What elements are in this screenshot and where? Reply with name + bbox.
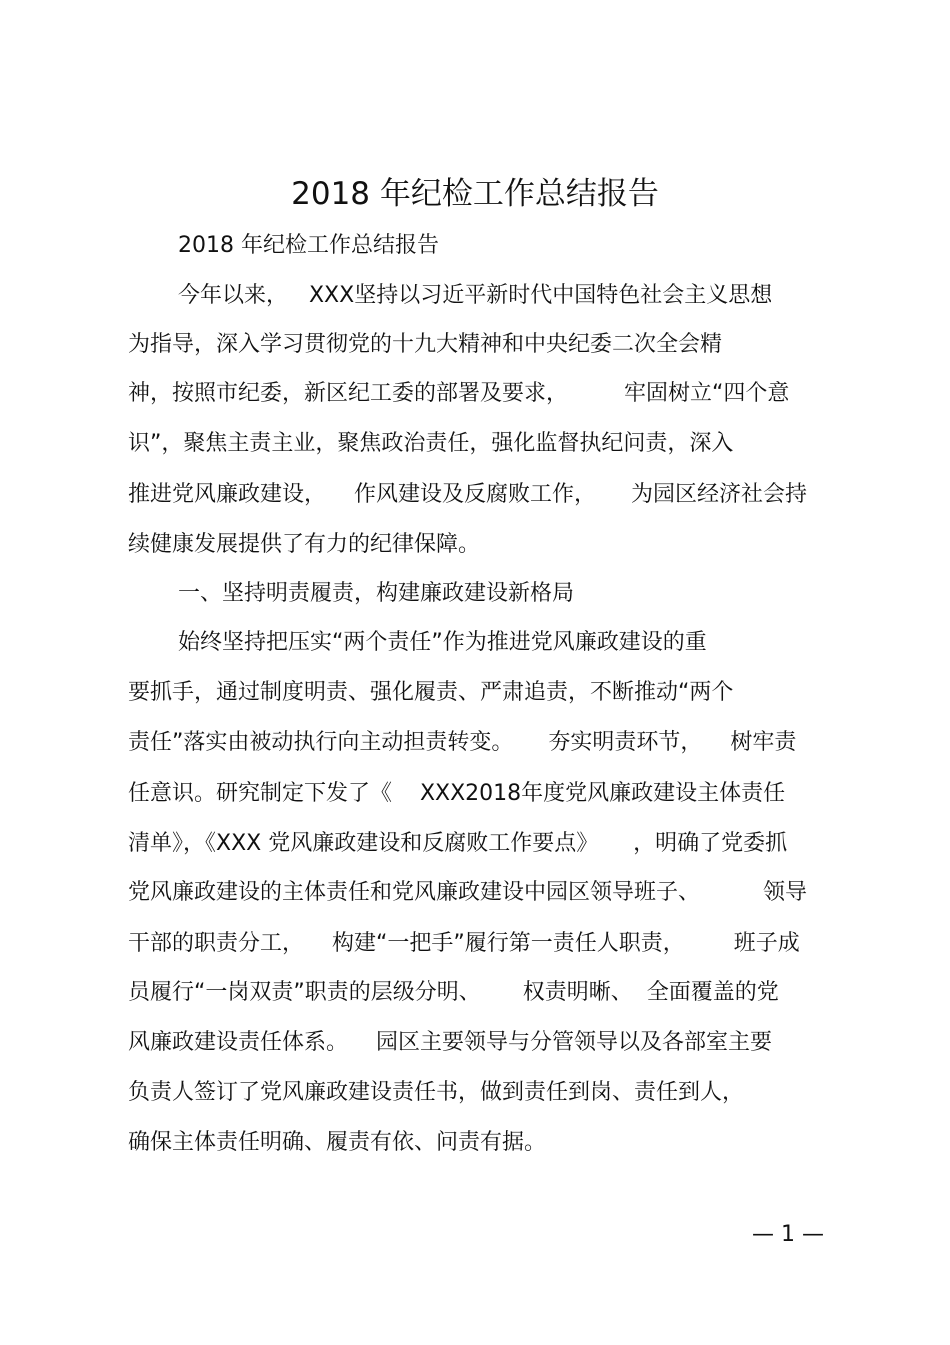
document-title: 2018 年纪检工作总结报告 [291,176,659,212]
paragraph-line: 任意识。研究制定下发了《 XXX2018年度党风廉政建设主体责任 [128,781,786,806]
paragraph-line: 推进党风廉政建设， 作风建设及反腐败工作， 为园区经济社会持 [128,482,807,507]
subtitle-line: 2018 年纪检工作总结报告 [178,233,439,258]
paragraph-line: 党风廉政建设的主体责任和党风廉政建设中园区领导班子、 领导 [128,880,807,905]
paragraph-line: 要抓手，通过制度明责、强化履责、严肃追责，不断推动“两个 [128,680,734,705]
paragraph-line: 干部的职责分工， 构建“一把手”履行第一责任人职责， 班子成 [128,931,800,956]
paragraph-line: 识”，聚焦主责主业，聚焦政治责任，强化监督执纪问责，深入 [128,431,734,456]
paragraph-line: 清单》，《XXX 党风廉政建设和反腐败工作要点》 ，明确了党委抓 [128,831,788,856]
paragraph-line: 为指导，深入学习贯彻党的十九大精神和中央纪委二次全会精 [128,332,723,357]
paragraph-line: 员履行“一岗双责”职责的层级分明、 权责明晰、 全面覆盖的党 [128,980,779,1005]
paragraph-line: 确保主体责任明确、履责有依、问责有据。 [128,1130,547,1155]
paragraph-line: 神，按照市纪委，新区纪工委的部署及要求， 牢固树立“四个意 [128,381,790,406]
paragraph-line: 负责人签订了党风廉政建设责任书，做到责任到岗、责任到人， [128,1080,745,1105]
paragraph-line: 今年以来， XXX坚持以习近平新时代中国特色社会主义思想 [178,283,773,308]
paragraph-line: 始终坚持把压实“两个责任”作为推进党风廉政建设的重 [178,630,707,655]
section-heading: 一、坚持明责履责，构建廉政建设新格局 [178,581,575,606]
paragraph-line: 风廉政建设责任体系。 园区主要领导与分管领导以及各部室主要 [128,1030,772,1055]
page-number: — 1 — [752,1222,824,1247]
paragraph-line: 责任”落实由被动执行向主动担责转变。 夯实明责环节， 树牢责 [128,730,797,755]
paragraph-line: 续健康发展提供了有力的纪律保障。 [128,532,481,557]
